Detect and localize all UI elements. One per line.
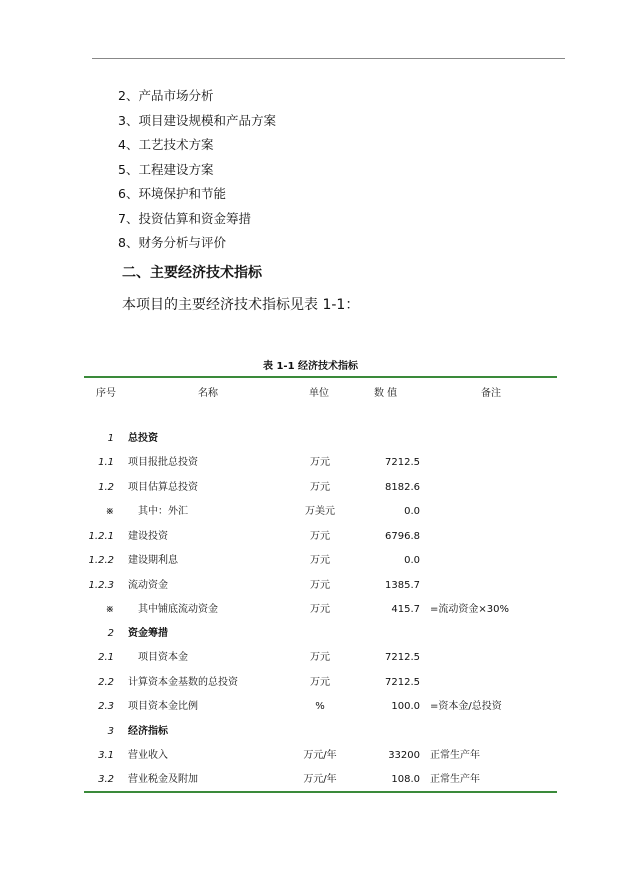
row-value: 8182.6 — [385, 482, 420, 493]
row-unit: 万美元 — [305, 506, 335, 517]
row-number: 1.2.2 — [88, 555, 114, 566]
row-value: 6796.8 — [385, 531, 420, 542]
table-row — [84, 675, 557, 699]
table-row — [84, 626, 557, 650]
row-note: =资本金/总投资 — [430, 701, 502, 712]
row-name: 其中：外汇 — [138, 506, 188, 517]
row-note: =流动资金×30% — [430, 604, 509, 615]
row-value: 33200 — [388, 750, 420, 761]
row-unit: 万元 — [310, 677, 330, 688]
table-row — [84, 699, 557, 723]
table-row — [84, 748, 557, 772]
table-row — [84, 480, 557, 504]
row-note: 正常生产年 — [430, 774, 480, 785]
header-no: 序号 — [96, 388, 116, 399]
intro-paragraph: 本项目的主要经济技术指标见表 1-1： — [122, 297, 360, 313]
row-name: 营业收入 — [128, 750, 168, 761]
row-number: 3.1 — [98, 750, 114, 761]
header-note: 备注 — [481, 388, 501, 399]
row-unit: 万元 — [310, 531, 330, 542]
row-unit: 万元 — [310, 652, 330, 663]
table-row — [84, 504, 557, 528]
row-unit: 万元 — [310, 555, 330, 566]
row-unit: 万元 — [310, 580, 330, 591]
row-name: 建设投资 — [128, 531, 168, 542]
table-top-rule — [84, 376, 557, 378]
list-item: 3、项目建设规模和产品方案 — [118, 112, 276, 128]
table-row — [84, 578, 557, 602]
row-unit: 万元/年 — [303, 774, 337, 785]
row-name: 资金筹措 — [128, 628, 168, 639]
row-name: 经济指标 — [128, 726, 168, 737]
row-name: 营业税金及附加 — [128, 774, 198, 785]
table-row — [84, 529, 557, 553]
row-name: 总投资 — [128, 433, 158, 444]
row-name: 项目估算总投资 — [128, 482, 198, 493]
row-name: 项目资本金 — [138, 652, 188, 663]
table-row — [84, 602, 557, 626]
row-name: 建设期利息 — [128, 555, 178, 566]
row-number: 3 — [107, 726, 114, 737]
row-number: 1 — [107, 433, 114, 444]
section-heading: 二、主要经济技术指标 — [122, 265, 262, 281]
list-item: 7、投资估算和资金筹措 — [118, 210, 251, 226]
row-number: 1.1 — [98, 457, 114, 468]
list-item: 8、财务分析与评价 — [118, 235, 226, 250]
row-name: 其中铺底流动资金 — [138, 604, 218, 615]
row-number: 2.2 — [98, 677, 114, 688]
list-item: 4、工艺技术方案 — [118, 137, 214, 152]
header-value: 数 值 — [374, 388, 398, 399]
row-name: 项目报批总投资 — [128, 457, 198, 468]
row-number: 3.2 — [98, 774, 114, 785]
list-item: 5、工程建设方案 — [118, 161, 214, 177]
row-number: 1.2 — [98, 482, 114, 493]
table-bottom-rule — [84, 791, 557, 793]
table-caption: 表 1-1 经济技术指标 — [262, 361, 359, 372]
chapter-outline-list — [118, 86, 276, 258]
header-name: 名称 — [198, 388, 218, 399]
list-item: 6、环境保护和节能 — [118, 186, 226, 201]
row-number: 1.2.3 — [88, 580, 114, 591]
row-value: 7212.5 — [385, 457, 420, 468]
row-value: 108.0 — [391, 774, 420, 785]
row-note: 正常生产年 — [430, 750, 480, 761]
row-value: 7212.5 — [385, 677, 420, 688]
list-item: 2、产品市场分析 — [118, 88, 214, 103]
table-row — [84, 650, 557, 674]
row-unit: 万元/年 — [303, 750, 337, 761]
row-name: 计算资本金基数的总投资 — [128, 677, 238, 688]
row-name: 流动资金 — [128, 580, 168, 591]
table-row — [84, 455, 557, 479]
row-value: 7212.5 — [385, 652, 420, 663]
row-unit: 万元 — [310, 482, 330, 493]
header-unit: 单位 — [309, 388, 329, 399]
row-unit: % — [315, 701, 325, 712]
table-row — [84, 431, 557, 455]
row-unit: 万元 — [310, 457, 330, 468]
table-row — [84, 553, 557, 577]
row-value: 415.7 — [391, 604, 420, 615]
row-name: 项目资本金比例 — [128, 701, 198, 712]
row-number: ※ — [105, 506, 114, 517]
row-value: 100.0 — [391, 701, 420, 712]
page-header-rule — [92, 58, 565, 59]
row-value: 1385.7 — [385, 580, 420, 591]
row-number: 1.2.1 — [88, 531, 114, 542]
row-number: ※ — [105, 604, 114, 615]
row-unit: 万元 — [310, 604, 330, 615]
row-number: 2 — [107, 628, 114, 639]
row-value: 0.0 — [404, 555, 420, 566]
row-number: 2.1 — [98, 652, 114, 663]
row-number: 2.3 — [98, 701, 114, 712]
row-value: 0.0 — [404, 506, 420, 517]
table-row — [84, 724, 557, 748]
